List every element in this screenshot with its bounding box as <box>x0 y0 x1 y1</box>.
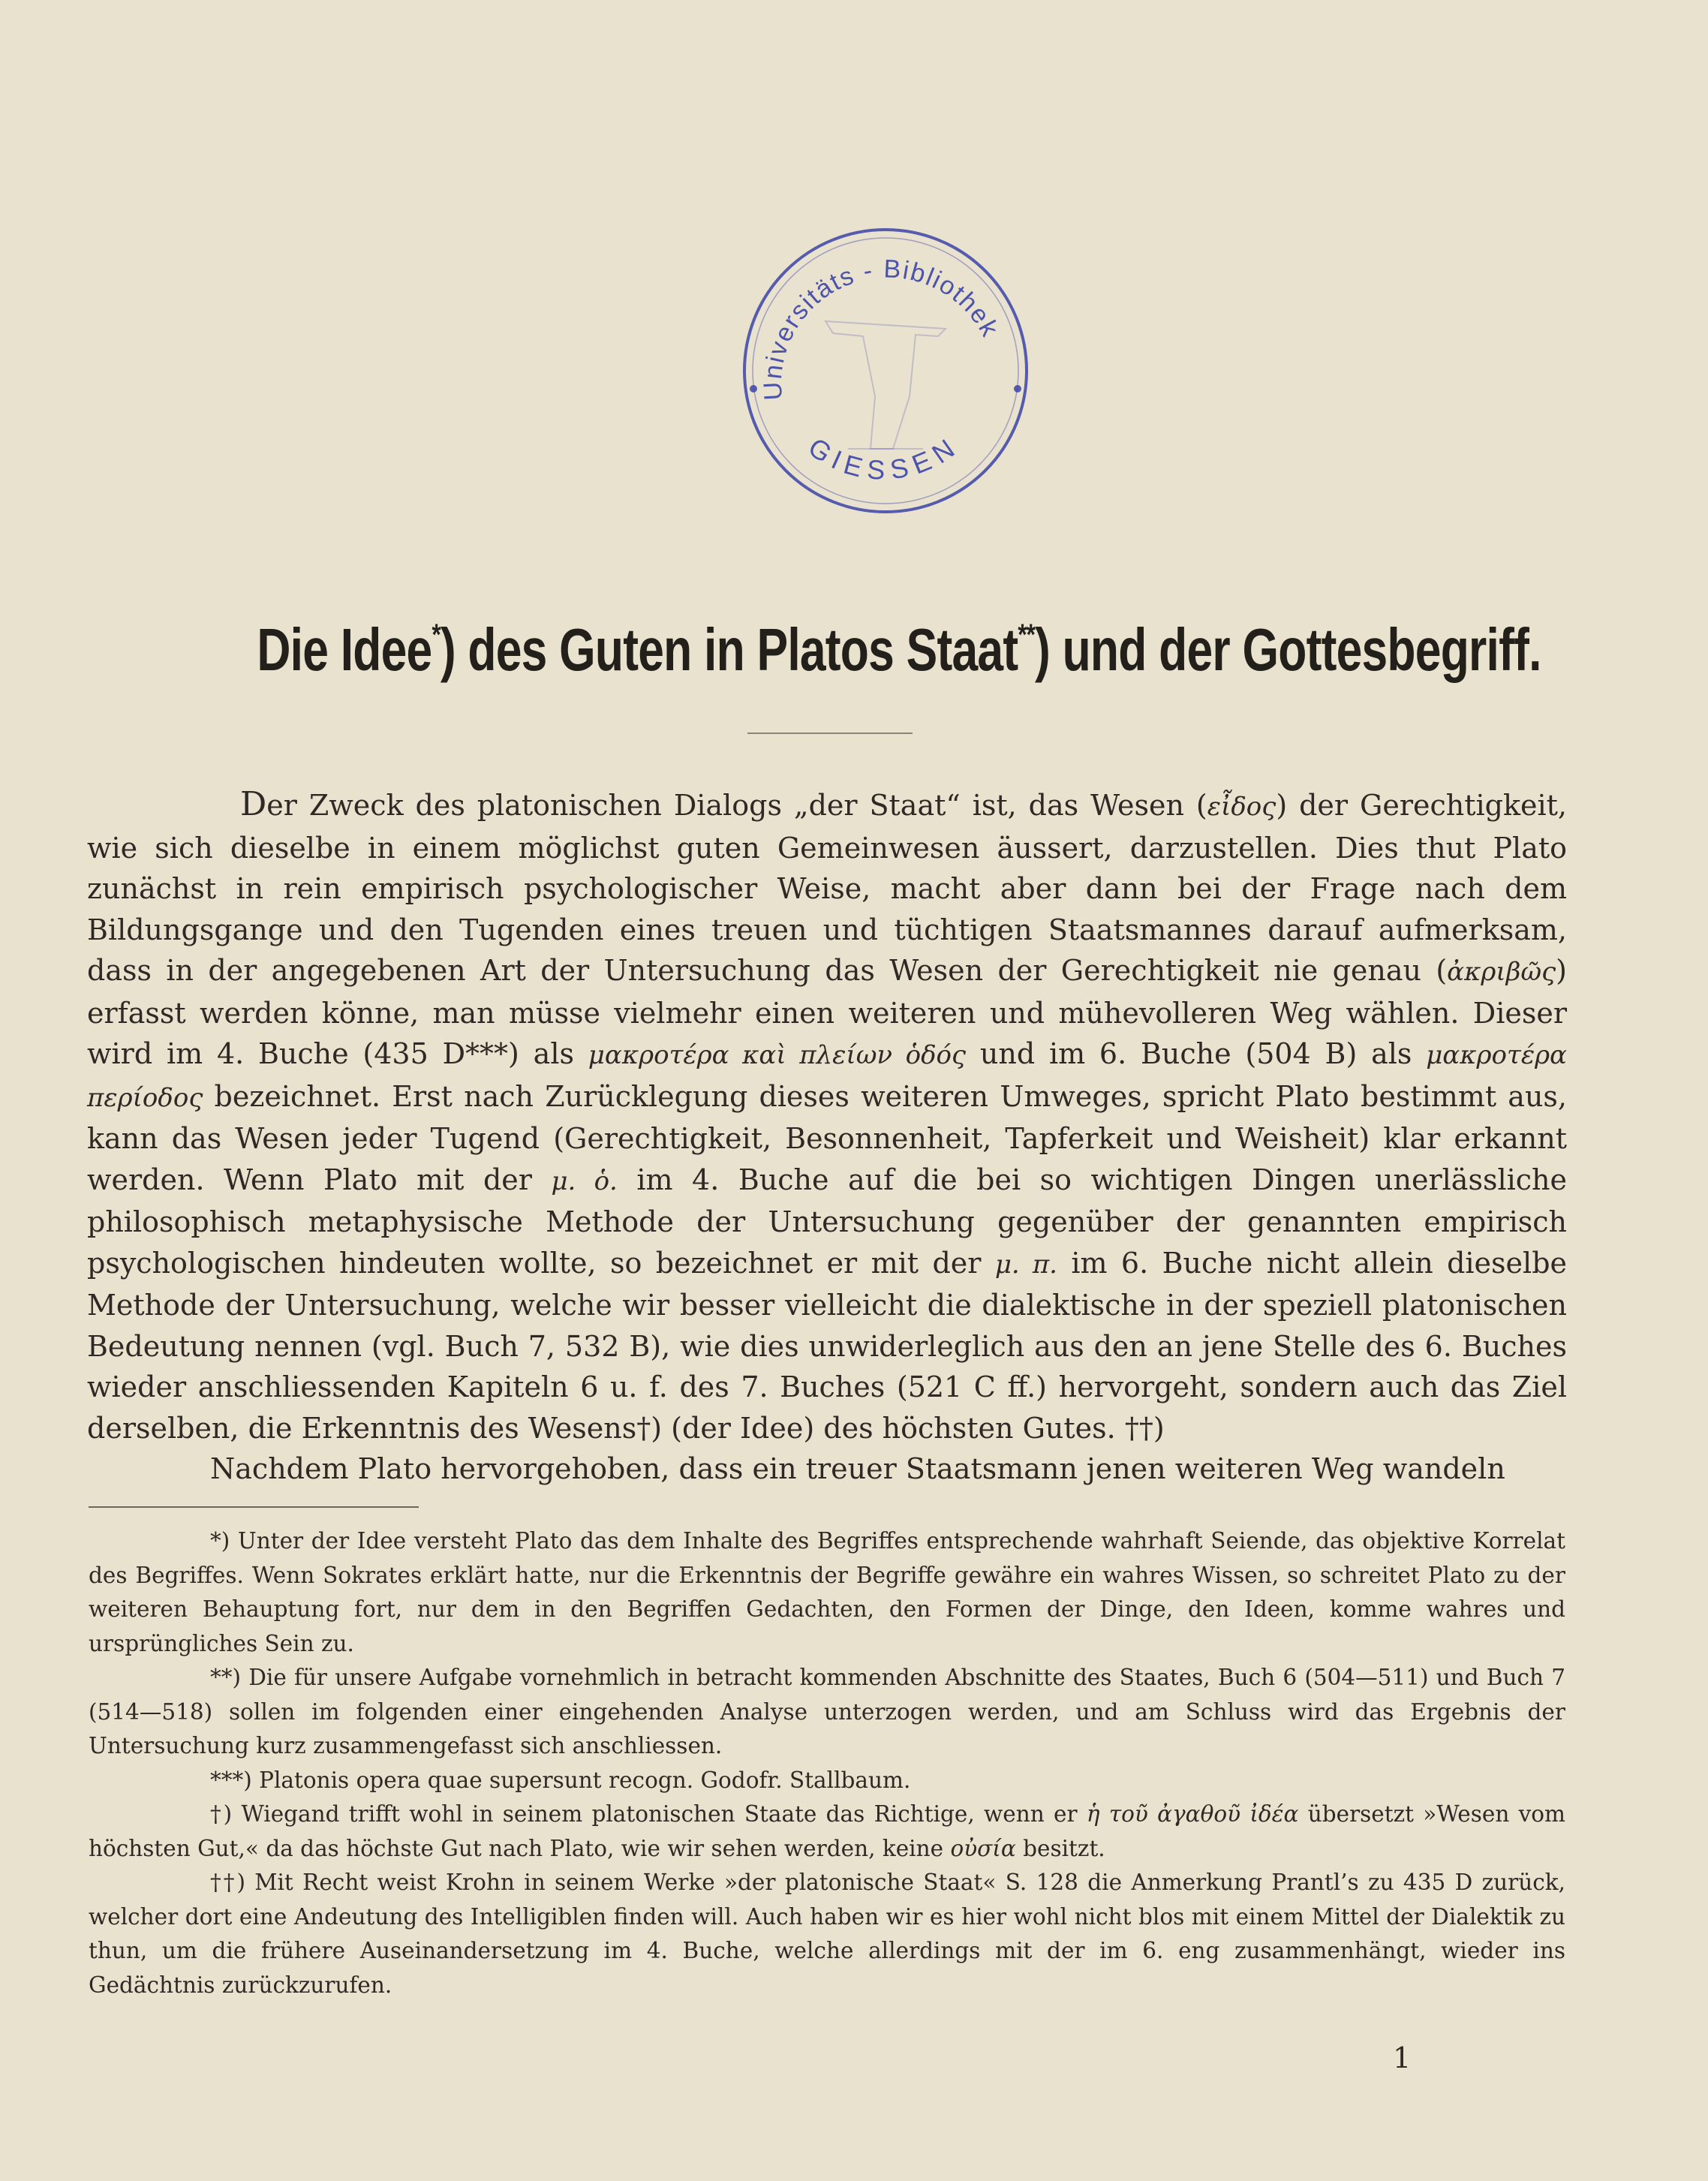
title-footnote-mark-2: ** <box>1018 618 1036 651</box>
text-run: übersetzt »Wesen vom höchsten Gut,« da das höchste Gut nach Plato, wie wir sehen werden, keine <box>89 1801 1566 1861</box>
greek-term: ἡ τοῦ ἀγαθοῦ ἰδέα <box>1086 1801 1299 1827</box>
body-paragraph-2: Nachdem Plato hervorgehoben, dass ein treuer Staatsmann jenen weiteren Weg wandeln <box>210 1452 1505 1485</box>
greek-term: ἀκριβῶς <box>1447 957 1556 987</box>
page-number: 1 <box>1393 2041 1412 2074</box>
text-run: besitzt. <box>1015 1835 1105 1861</box>
page-title <box>257 615 1541 684</box>
greek-term: μ. π. <box>994 1249 1057 1280</box>
text-run: ††) Mit Recht weist Krohn in seinem Werke »der platonische Staat« S. 128 die Anmerkung Prantl’s zu 435 D zurück, welcher dort eine Andeutung des Intelligiblen finden will. Auch haben wir es hier wohl nicht blos mit einem Mittel der Dialektik zu thun, um die frühere Auseinandersetzung im 4. Buche, welche allerdings mit der im 6. eng zusammenhängt, wieder ins Gedächtnis zurückzurufen. <box>89 1870 1565 1998</box>
title-divider <box>747 733 913 734</box>
title-part3: ) und der Gottesbegriff. <box>1035 616 1541 683</box>
initial-letter: D <box>240 785 267 823</box>
footnote-4 <box>89 1797 1565 1866</box>
footnote-2 <box>89 1661 1565 1764</box>
greek-term: μακροτέρα περίοδος <box>87 1040 1568 1113</box>
svg-text:Universitäts - Bibliothek <box>759 254 1005 401</box>
footnote-5 <box>89 1866 1565 2002</box>
title-part2: ) des Guten in Platos Staat <box>440 616 1018 683</box>
text-run: ***) Platonis opera quae supersunt recogn. Godofr. Stallbaum. <box>210 1767 911 1793</box>
text-run: er Zweck des platonischen Dialogs „der Staat“ ist, das Wesen ( <box>266 789 1207 822</box>
text-run: *) Unter der Idee versteht Plato das dem Inhalte des Begriffes entsprechende wahrhaft Seiende, das objektive Korrelat des Begriffes. Wenn Sokrates erklärt hatte, nur die Erkenntnis der Begriffe gewähre ein wahres Wissen, so schreitet Plato zu der weiteren Behauptung fort, nur dem in den Begriffen Gedachten, den Formen der Dinge, den Ideen, komme wahres und ursprüngliches Sein zu. <box>89 1528 1565 1656</box>
text-run: ) der Gerechtigkeit, wie sich dieselbe in einem möglichst guten Gemeinwesen äussert, darzustellen. Dies thut Plato zunächst in rein empirisch psychologischer Weise, macht aber dann bei der Frage nach dem Bildungsgange und den Tugenden eines treuen und tüchtigen Staatsmannes darauf aufmerksam, dass in der angegebenen Art der Untersuchung das Wesen der Gerechtigkeit nie genau ( <box>87 789 1567 987</box>
svg-text:GIESSEN <box>803 432 962 486</box>
footnote-1 <box>89 1524 1565 1661</box>
text-run: bezeichnet. Erst nach Zurücklegung dieses weiteren Umweges, spricht Plato bestimmt aus, kann das Wesen jeder Tugend (Gerechtigkeit, Besonnenheit, Tapferkeit und Weisheit) klar erkannt werden. Wenn Plato mit der <box>87 1079 1567 1196</box>
body-text <box>87 784 1567 1490</box>
greek-term: οὐσία <box>950 1835 1016 1861</box>
text-run: im 6. Buche nicht allein dieselbe Methode der Untersuchung, welche wir besser vielleicht die dialektische in der speziell platonischen Bedeutung nennen (vgl. Buch 7, 532 B), wie dies unwiderleglich aus den an jene Stelle des 6. Buches wieder anschliessenden Kapiteln 6 u. f. des 7. Buches (521 C ff.) hervorgeht, sondern auch das Ziel derselben, die Erkenntnis des Wesens†) (der Idee) des höchsten Gutes. ††) <box>87 1246 1568 1445</box>
stamp-top-text: Universitäts - Bibliothek <box>758 254 1005 402</box>
text-run: im 4. Buche auf die bei so wichtigen Dingen unerlässliche philosophisch metaphysische Methode der Untersuchung gegenüber der genannten empirisch psychologischen hindeuten wollte, so bezeichnet er mit der <box>87 1163 1567 1280</box>
text-run: **) Die für unsere Aufgabe vornehmlich in betracht kommenden Abschnitte des Staates, Buch 6 (504—511) und Buch 7 (514—518) sollen im folgenden einer eingehenden Analyse unterzogen werden, und am Schluss wird das Ergebnis der Untersuchung kurz zusammengefasst sich anschliessen. <box>89 1665 1565 1758</box>
title-footnote-mark-1: * <box>432 618 441 651</box>
stamp-bottom-text: GIESSEN <box>802 431 963 486</box>
title-part1: Die Idee <box>257 616 432 683</box>
greek-term: μ. ὁ. <box>551 1166 618 1196</box>
footnotes <box>89 1524 1565 2002</box>
greek-term: εἶδος <box>1207 792 1276 822</box>
footnote-3 <box>89 1764 1565 1798</box>
body-paragraph-1 <box>87 784 1567 1448</box>
library-stamp <box>735 224 1036 516</box>
greek-term: μακροτέρα καὶ πλείων ὁδός <box>588 1040 967 1070</box>
library-stamp-graphic <box>735 224 1036 516</box>
text-run: †) Wiegand trifft wohl in seinem platonischen Staate das Richtige, wenn er <box>210 1801 1087 1827</box>
text-run: ) erfasst werden könne, man müsse vielmehr einen weiteren und mühevolleren Weg wählen. Dieser wird im 4. Buche (435 D***) als <box>87 954 1567 1070</box>
footnote-divider <box>89 1506 419 1508</box>
text-run: und im 6. Buche (504 B) als <box>966 1037 1427 1070</box>
